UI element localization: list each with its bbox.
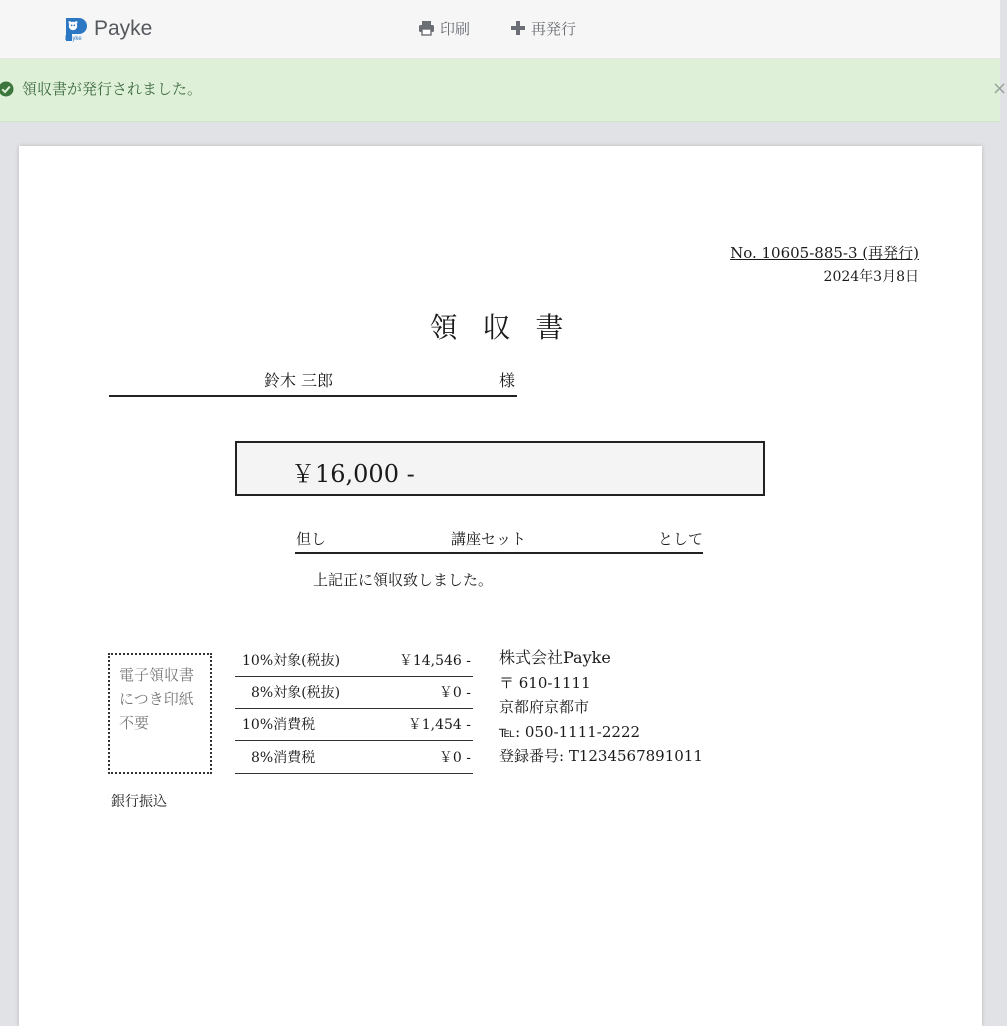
issuer-tel: ℡: 050-1111-2222 [499, 722, 641, 741]
tax-row-value: ￥1,454 - [407, 717, 471, 733]
success-alert [0, 59, 1007, 122]
amount-box [235, 441, 765, 496]
printer-icon [418, 20, 435, 36]
issuer-company: 株式会社Payke [499, 648, 611, 667]
tax-row [235, 743, 473, 774]
tax-row-label: 10%対象(税抜) [242, 653, 341, 669]
tadashi-value: 講座セット [451, 530, 527, 548]
receipt-number: No. 10605-885-3 (再発行) [730, 244, 919, 262]
receipt-amount: ￥16,000 - [291, 460, 415, 488]
tax-row-label: 10%消費税 [242, 717, 316, 733]
top-bar [0, 0, 1000, 59]
alert-message: 領収書が発行されました。 [22, 80, 203, 98]
print-label: 印刷 [440, 19, 471, 38]
tax-row [235, 678, 473, 709]
issuer-address: 京都府京都市 [499, 698, 590, 716]
issuer-block [499, 646, 703, 769]
logo-subtext: Payke [65, 36, 82, 42]
recipient-honorific: 様 [499, 371, 516, 390]
payke-logo[interactable] [64, 14, 152, 44]
tax-row-label: 8%対象(税抜) [251, 685, 341, 701]
tax-row-value: ￥0 - [438, 685, 471, 701]
tadashi-label: 但し [296, 530, 327, 548]
receipt-document [19, 146, 982, 1026]
tax-row-value: ￥14,546 - [398, 653, 471, 669]
issuer-registration: 登録番号: T1234567891011 [499, 747, 703, 765]
recipient-name: 鈴木 三郎 [264, 371, 334, 390]
payment-method: 銀行振込 [111, 794, 167, 810]
check-circle-icon [0, 81, 14, 101]
alert-close-icon[interactable]: × [992, 78, 1007, 99]
tax-row [235, 646, 473, 677]
reissue-label: 再発行 [531, 19, 577, 38]
tax-row-value: ￥0 - [438, 750, 471, 766]
payke-logo-icon [64, 16, 88, 42]
tax-row-label: 8%消費税 [251, 750, 316, 766]
confirmation-text: 上記正に領収致しました。 [313, 571, 494, 589]
recipient-underline [109, 395, 517, 397]
tadashi-suffix: として [658, 530, 704, 548]
issuer-postal: 〒 610-1111 [499, 673, 591, 692]
print-button[interactable] [418, 16, 470, 40]
plus-icon [510, 20, 526, 36]
receipt-date: 2024年3月8日 [823, 269, 919, 285]
tadashi-underline [295, 552, 703, 554]
stamp-note: 電子領収書 につき印紙 不要 [119, 666, 195, 732]
tax-row [235, 710, 473, 741]
app-name: Payke [94, 17, 153, 40]
reissue-button[interactable] [510, 16, 576, 40]
stamp-note-box [108, 653, 212, 774]
document-title: 領 収 書 [429, 311, 572, 344]
